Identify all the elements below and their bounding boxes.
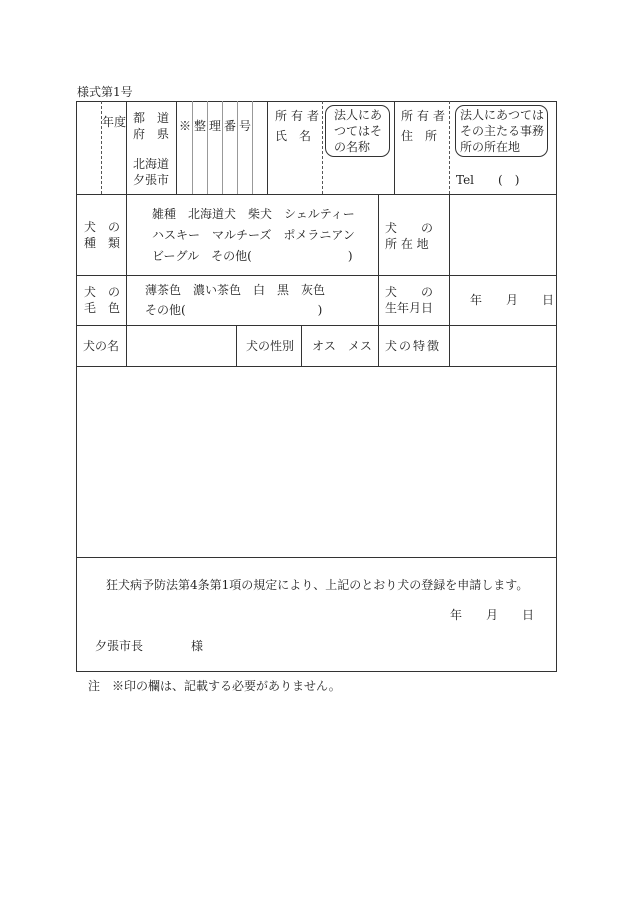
column-divider [267,101,268,194]
row-divider [76,557,556,558]
addressee: 夕張市長 様 [95,639,204,653]
column-divider [394,101,395,194]
row-divider [76,194,556,195]
dog-name-field[interactable] [127,326,235,365]
dog-features-label: 犬の特徴 [385,339,442,353]
dog-sex-options: オス メス [312,339,372,353]
dog-name-label: 犬の名 [83,339,120,353]
number-cell-divider [237,101,238,194]
column-divider [236,325,237,366]
corporate-office-note: 法人にあつては [460,108,545,122]
coat-label: 犬 の [84,285,121,299]
corporate-name-note: つてはそ [334,124,383,138]
dog-sex-label: 犬の性別 [246,339,295,353]
column-divider [126,101,127,194]
breed-label: 犬 の [84,220,121,234]
corporate-office-note: その主たる事務 [460,124,545,138]
application-date: 年 月 日 [450,608,535,622]
corporate-name-note: の名称 [334,140,371,154]
owner-address-label: 所有者 [401,109,450,123]
city-value: 夕張市 [133,173,170,187]
coat-options: 薄茶色 濃い茶色 白 黒 灰色 [145,283,326,297]
column-divider [301,325,302,366]
coat-options: その他( ) [145,303,323,317]
birth-date-value: 年 月 日 [470,293,555,307]
owner-name-label: 所有者 [275,109,324,123]
tel-label: Tel ( ) [456,173,520,187]
birth-label: 生年月日 [385,301,434,315]
number-cell-divider [207,101,208,194]
breed-options: ビーグル その他( ) [152,249,353,263]
corporate-name-note: 法人にあ [334,108,383,122]
dog-features-field[interactable] [450,326,554,365]
corporate-office-note: 所の所在地 [460,140,521,154]
owner-address-label: 住 所 [401,129,438,143]
number-cell-divider [192,101,193,194]
owner-name-label: 氏 名 [275,129,312,143]
column-divider [378,325,379,366]
birth-label: 犬 の [385,285,434,299]
form-number: 様式第1号 [77,85,133,99]
column-divider [126,194,127,325]
prefecture-value: 北海道 [133,157,170,171]
prefecture-label: 府 県 [133,127,170,141]
location-label: 所 在 地 [385,237,429,251]
column-divider [378,194,379,325]
column-divider [176,101,177,194]
breed-options: ハスキー マルチーズ ポメラニアン [152,228,355,242]
prefecture-label: 都 道 [133,111,170,125]
blank-notes-area[interactable] [77,367,555,556]
application-statement: 狂犬病予防法第4条第1項の規定により、上記のとおり犬の登録を申請します。 [106,578,529,592]
coat-label: 毛 色 [84,301,121,315]
number-cell-divider [252,101,253,194]
location-label: 犬 の [385,221,434,235]
number-cell-divider [222,101,223,194]
column-divider [449,194,450,325]
year-label: 年度 [102,115,127,129]
row-divider [76,275,556,276]
footnote: 注 ※印の欄は、記載する必要がありません。 [88,679,341,693]
dashed-divider [449,101,450,194]
registration-number-label: ※整理番号 [179,119,255,133]
breed-label: 種 類 [84,236,121,250]
breed-options: 雑種 北海道犬 柴犬 シェルティー [152,207,355,221]
